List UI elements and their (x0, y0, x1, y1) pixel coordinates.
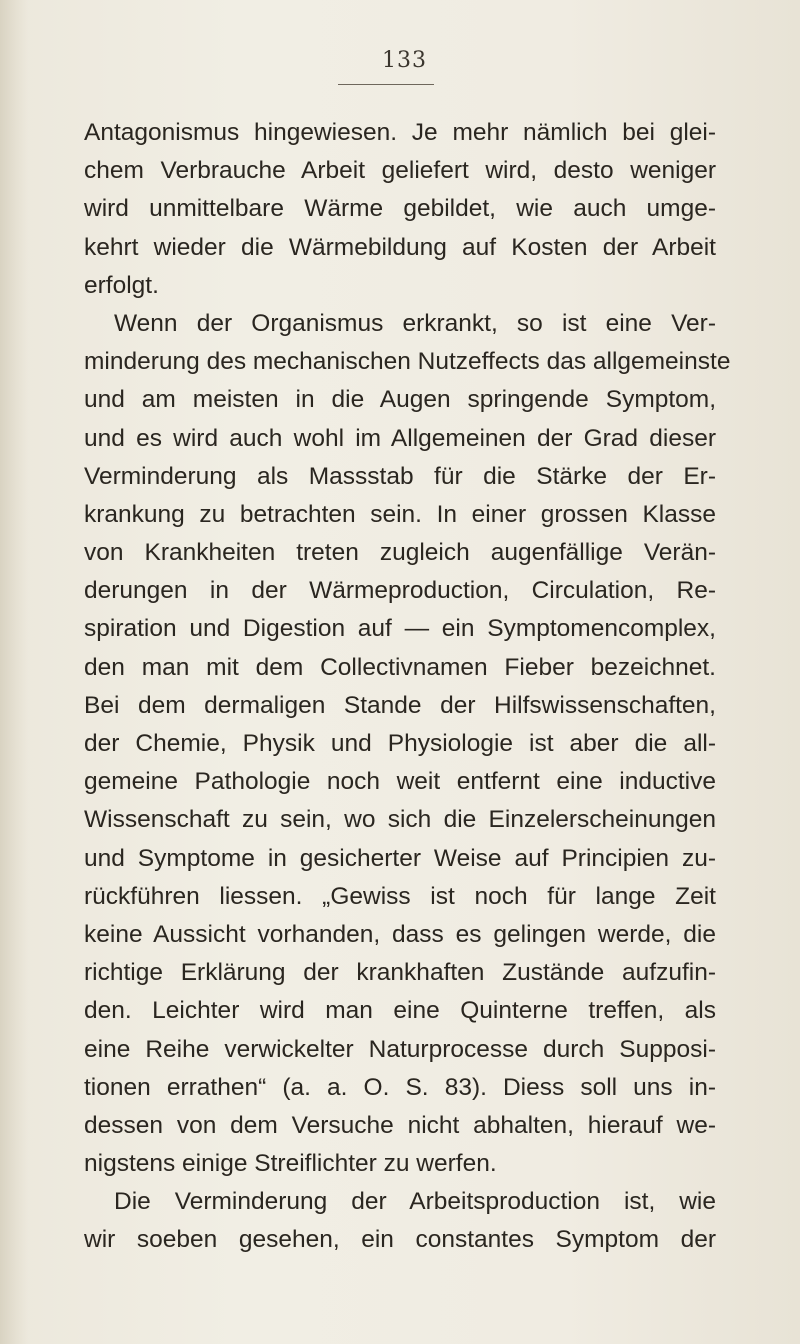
header-rule (338, 84, 434, 85)
text-line: dessen von dem Versuche nicht abhalten, hierauf we- (84, 1111, 716, 1139)
text-line: nigstens einige Streiflichter zu werfen. (84, 1150, 497, 1178)
text-line: Bei dem dermaligen Stande der Hilfswissenschaften, (84, 691, 716, 719)
text-line: und am meisten in die Augen springende Symptom, (84, 386, 716, 414)
text-line: Wenn der Organismus erkrankt, so ist eine Ver- (114, 309, 716, 337)
text-line: erfolgt. (84, 271, 159, 299)
text-line: Wissenschaft zu sein, wo sich die Einzelerscheinungen (84, 806, 716, 834)
text-line: den. Leichter wird man eine Quinterne treffen, als (84, 997, 716, 1025)
text-line: richtige Erklärung der krankhaften Zustände aufzufin- (84, 959, 716, 987)
text-line: keine Aussicht vorhanden, dass es gelingen werde, die (84, 920, 716, 948)
text-line: wird unmittelbare Wärme gebildet, wie auch umge- (84, 195, 716, 223)
text-line: den man mit dem Collectivnamen Fieber bezeichnet. (84, 653, 716, 681)
text-line: krankung zu betrachten sein. In einer grossen Klasse (84, 500, 716, 528)
text-line: Verminderung als Massstab für die Stärke der Er- (84, 462, 716, 490)
text-line: der Chemie, Physik und Physiologie ist aber die all- (84, 730, 716, 757)
text-line: von Krankheiten treten zugleich augenfällige Verän- (84, 539, 716, 567)
text-line: tionen errathen“ (a. a. O. S. 83). Diess soll uns in- (84, 1073, 716, 1101)
text-line: Antagonismus hingewiesen. Je mehr nämlich bei glei- (84, 119, 716, 146)
body-text (84, 114, 731, 1260)
text-line: gemeine Pathologie noch weit entfernt eine inductive (84, 768, 716, 796)
text-line: spiration und Digestion auf — ein Symptomencomplex, (84, 615, 716, 643)
text-line: minderung des mechanischen Nutzeffects das allgemeinste (84, 348, 731, 376)
text-line: rückführen liessen. „Gewiss ist noch für lange Zeit (84, 882, 716, 910)
text-line: wir soeben gesehen, ein constantes Symptom der (84, 1226, 716, 1254)
text-line: derungen in der Wärmeproduction, Circulation, Re- (84, 577, 716, 605)
text-line: eine Reihe verwickelter Naturprocesse durch Supposi- (84, 1035, 716, 1063)
page-edge-shadow (0, 0, 28, 1344)
text-line: und Symptome in gesicherter Weise auf Principien zu- (84, 844, 716, 872)
page-number: 133 (382, 48, 427, 73)
text-line: und es wird auch wohl im Allgemeinen der Grad dieser (84, 424, 716, 452)
text-line: chem Verbrauche Arbeit geliefert wird, desto weniger (84, 157, 716, 185)
text-line: kehrt wieder die Wärmebildung auf Kosten der Arbeit (84, 233, 716, 261)
text-line: Die Verminderung der Arbeitsproduction ist, wie (114, 1188, 716, 1216)
